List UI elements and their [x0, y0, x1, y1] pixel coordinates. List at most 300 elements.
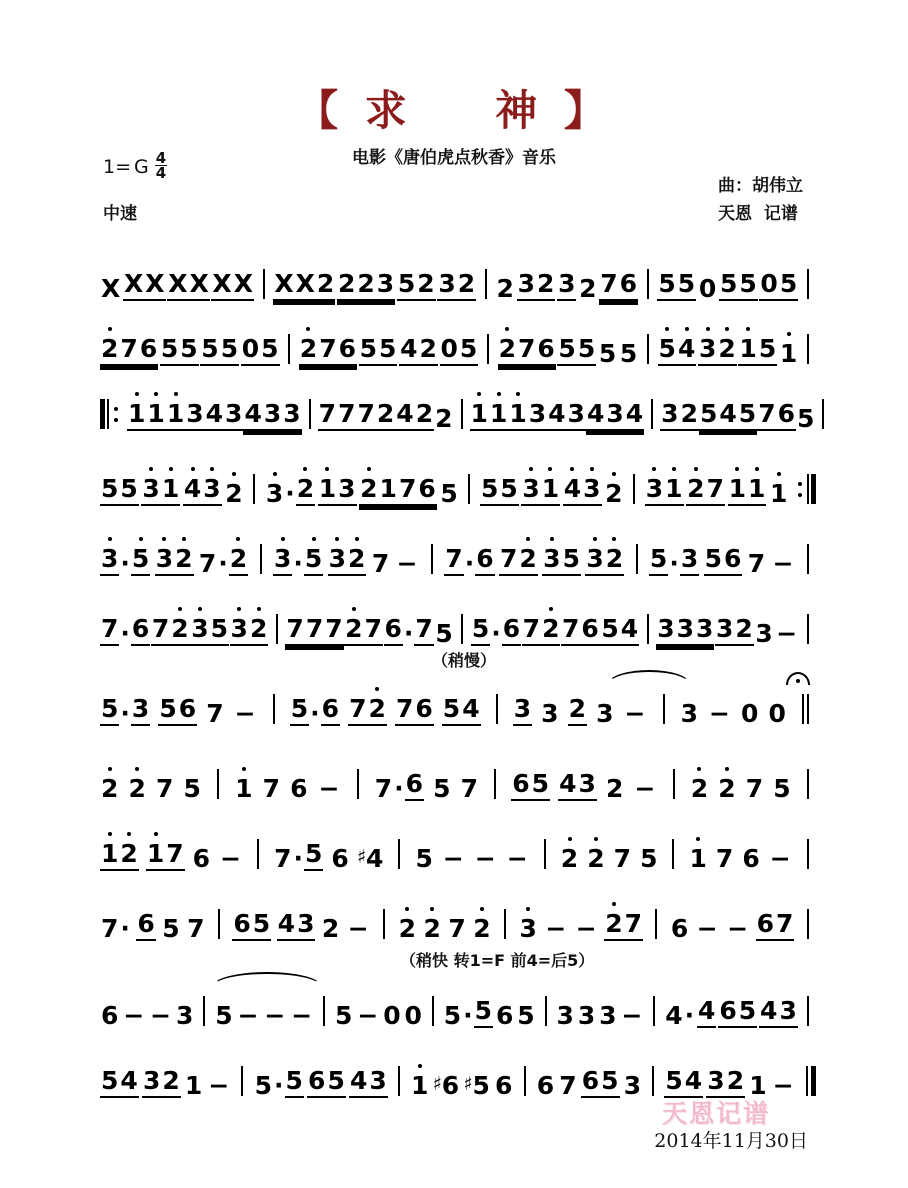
measure: 5 2 — [397, 271, 436, 301]
measure: 3 1 — [141, 476, 180, 506]
measure: 7 — [206, 699, 224, 728]
measure: 1 — [689, 844, 707, 873]
measure: 7 · — [101, 914, 130, 943]
measure: 6 — [192, 844, 211, 873]
barline — [288, 334, 290, 364]
measure: 4 3 4 — [586, 401, 644, 431]
sharp-icon: ♯ — [356, 846, 367, 868]
music-line-8 — [100, 755, 816, 801]
measure: 3 5 — [542, 546, 581, 576]
barline — [263, 269, 265, 299]
measure: 1 — [184, 1071, 203, 1100]
barline — [273, 694, 275, 724]
measure: 1 — [235, 774, 253, 803]
key-value: G — [134, 155, 149, 178]
measure: ♯ 5 — [463, 1071, 490, 1100]
sustain-dash: − — [442, 844, 464, 873]
barline — [673, 769, 675, 799]
measure: 5 6 — [704, 546, 743, 576]
measure: 0 — [698, 274, 717, 303]
measure: 2 — [435, 404, 453, 433]
sustain-dash: − — [347, 914, 369, 943]
barline — [545, 996, 547, 1026]
measure: 3 1 — [521, 476, 560, 506]
measure: 1 — [749, 1071, 767, 1100]
barline — [633, 474, 635, 504]
measure: 5 · 5 — [443, 996, 493, 1030]
measure: 3 — [623, 1071, 642, 1100]
measure: 4 3 — [183, 476, 222, 506]
barline — [357, 769, 359, 799]
measure: 3 · 2 — [265, 474, 315, 508]
measure: 5 — [335, 1001, 353, 1030]
sustain-dash: − — [545, 914, 567, 943]
measure: 3 · 5 — [273, 544, 323, 578]
measure: 7 7 — [318, 401, 357, 431]
measure: 2 — [560, 844, 579, 873]
barline — [487, 334, 489, 364]
music-line-7 — [100, 680, 816, 726]
measure: 6 — [331, 844, 349, 873]
tempo-marking-faster: （稍快 转1=F 前4=后5） — [400, 951, 595, 970]
measure: 7 2 — [151, 616, 190, 646]
barline — [383, 909, 385, 939]
measure: 6 5 — [232, 911, 271, 941]
measure: 5 5 — [200, 336, 239, 366]
measure: 7 2 — [522, 616, 561, 646]
measure: 1 5 — [738, 336, 777, 366]
music-line-3 — [100, 385, 816, 431]
measure: 1 — [769, 479, 788, 508]
measure: 5 4 — [442, 696, 481, 726]
sustain-dash: − — [208, 1071, 230, 1100]
sustain-dash: − — [776, 619, 798, 648]
music-line-9 — [100, 825, 816, 871]
measure: 2 — [398, 914, 417, 943]
barline — [468, 474, 470, 504]
barline — [807, 769, 809, 799]
measure: 7 6 — [395, 696, 434, 726]
sustain-dash: − — [357, 1001, 379, 1030]
sustain-dash: − — [772, 1071, 794, 1100]
measure: 5 · 3 — [101, 694, 150, 728]
measure: 2 — [690, 774, 709, 803]
measure: 5 — [773, 774, 791, 803]
measure: 0 — [741, 699, 759, 728]
measure: 5 5 — [100, 476, 139, 506]
barline — [461, 399, 463, 429]
barline — [655, 909, 657, 939]
sustain-dash: − — [264, 1001, 286, 1030]
measure: 3 — [596, 699, 614, 728]
barline — [218, 909, 220, 939]
tempo-marking: 中速 — [103, 204, 137, 224]
sustain-dash: − — [727, 914, 749, 943]
barline — [504, 909, 506, 939]
measure: 5 — [183, 774, 201, 803]
measure: 4 2 — [399, 336, 438, 366]
composer-credit: 曲：胡伟立 — [718, 176, 803, 196]
measure: 1 — [411, 1071, 429, 1100]
measure: 6 5 — [307, 1068, 346, 1098]
measure: 4 3 — [759, 998, 798, 1028]
measure: 6 — [742, 844, 760, 873]
measure: 7 — [460, 774, 479, 803]
barline — [807, 334, 809, 364]
measure: 1 1 — [470, 401, 509, 431]
barline — [257, 839, 259, 869]
measure: 3 2 — [585, 546, 624, 576]
sustain-dash: − — [772, 549, 794, 578]
watermark: 天恩记谱 — [661, 1099, 770, 1128]
measure: 7 — [715, 844, 734, 873]
measure: 2 — [423, 914, 441, 943]
sustain-dash: − — [474, 844, 496, 873]
measure: 0 — [383, 1001, 401, 1030]
measure: 5 · 6 — [290, 694, 340, 728]
measure: 5 — [598, 339, 617, 368]
barline — [323, 996, 325, 1026]
measure: 2 — [605, 479, 623, 508]
measure: 2 7 — [344, 616, 383, 646]
measure: 2 — [718, 774, 736, 803]
measure: 2 — [496, 274, 514, 303]
key-signature — [103, 149, 167, 183]
measure: 4 3 — [563, 476, 602, 506]
measure: 2 2 3 — [337, 271, 395, 301]
measure: 7 2 — [356, 401, 395, 431]
measure: 5 5 — [160, 336, 199, 366]
barline — [496, 694, 498, 724]
measure: 5 — [162, 914, 180, 943]
measure: X X — [123, 271, 166, 301]
measure: 6 — [290, 774, 308, 803]
measure: 4 3 — [277, 911, 316, 941]
measure: 6 5 — [511, 771, 550, 801]
transcriber-credit: 天恩 记谱 — [718, 204, 798, 225]
measure: 7 6 — [561, 616, 600, 646]
measure: 7 · 5 — [274, 839, 323, 873]
measure: 7 — [262, 774, 280, 803]
barline — [822, 399, 824, 429]
measure: 3 — [541, 699, 559, 728]
slur-icon — [608, 670, 690, 684]
measure: 5 — [415, 844, 433, 873]
sustain-dash: − — [291, 1001, 313, 1030]
repeat-end-icon — [795, 472, 816, 504]
barline — [398, 839, 400, 869]
measure: 5 6 — [158, 696, 197, 726]
sustain-dash: − — [234, 699, 256, 728]
measure: 2 — [128, 774, 146, 803]
sustain-dash: − — [220, 844, 242, 873]
measure: 1 3 — [508, 401, 547, 431]
music-line-10 — [100, 895, 816, 941]
measure: X X 2 — [273, 271, 335, 301]
measure: 2 7 6 — [299, 336, 357, 366]
measure: 3 5 — [190, 616, 229, 646]
barline — [647, 334, 649, 364]
barline — [432, 996, 434, 1026]
measure: 5 — [433, 774, 451, 803]
measure: 6 — [495, 1001, 514, 1030]
measure: 3 — [557, 271, 576, 301]
measure: 2 — [101, 774, 119, 803]
barline — [276, 614, 278, 644]
measure: 2 7 6 — [498, 336, 556, 366]
fermata-icon — [786, 672, 810, 685]
measure: 1 — [779, 339, 798, 368]
measure: 5 — [640, 844, 658, 873]
measure: 3 1 — [645, 476, 684, 506]
barline — [647, 269, 649, 299]
barline — [309, 399, 311, 429]
sustain-dash: − — [634, 774, 656, 803]
measure: 2 — [579, 274, 597, 303]
measure: 4 3 — [547, 401, 586, 431]
sustain-dash: − — [150, 1001, 172, 1030]
measure: 7 — [187, 914, 205, 943]
repeat-start-icon — [100, 397, 121, 429]
measure: 5 5 — [719, 271, 758, 301]
measure: 5 — [797, 404, 815, 433]
measure: 5 — [619, 339, 638, 368]
barline — [260, 544, 262, 574]
barline — [485, 269, 487, 299]
measure: 1 1 — [127, 401, 166, 431]
measure: 3 2 — [230, 616, 269, 646]
measure: X X — [167, 271, 210, 301]
sustain-dash: − — [621, 1001, 643, 1030]
measure: 4 — [697, 998, 716, 1028]
barline — [241, 1066, 243, 1096]
measure: 6 — [136, 911, 155, 941]
measure: 3 — [176, 1001, 194, 1030]
barline — [647, 614, 649, 644]
measure: 3 · 5 — [101, 544, 150, 578]
measure: 7 — [559, 1071, 577, 1100]
measure: 1 3 — [166, 401, 205, 431]
measure: 1 2 — [100, 841, 139, 871]
measure: 3 2 — [715, 616, 754, 646]
measure: 5 5 — [480, 476, 519, 506]
measure: 3 2 — [328, 546, 367, 576]
measure: 5 4 5 — [699, 401, 757, 431]
measure: 3 2 — [698, 336, 737, 366]
measure: 0 — [768, 699, 786, 728]
measure: 4 3 — [558, 771, 597, 801]
sharp-icon: ♯ — [463, 1073, 473, 1095]
sustain-dash: − — [696, 914, 718, 943]
measure: 1 7 — [146, 841, 185, 871]
measure: 3 — [556, 1001, 574, 1030]
barline — [807, 269, 809, 299]
barline — [636, 544, 638, 574]
measure: 2 1 7 6 — [359, 476, 437, 506]
subtitle: 电影《唐伯虎点秋香》音乐 — [352, 148, 556, 168]
measure: 7 · 6 — [101, 614, 150, 648]
measure: 5 4 — [600, 616, 639, 646]
barline — [461, 614, 463, 644]
measure: 2 — [225, 479, 243, 508]
barline — [807, 544, 809, 574]
barline — [663, 694, 665, 724]
sustain-dash: − — [624, 699, 646, 728]
measure: 3 3 3 — [656, 616, 714, 646]
barline — [807, 839, 809, 869]
page-title: 【 求 神 】 — [296, 86, 612, 135]
measure: 6 — [101, 1001, 119, 1030]
measure: 1 3 — [318, 476, 357, 506]
barline — [807, 614, 809, 644]
music-line-12 — [100, 1052, 816, 1098]
sustain-dash: − — [318, 774, 340, 803]
measure: 7 · 6 — [445, 544, 494, 578]
measure: 6 — [536, 1071, 555, 1100]
measure: 3 — [513, 696, 532, 726]
tempo-marking-slower: （稍慢） — [432, 651, 497, 670]
measure: 5 4 — [664, 1068, 703, 1098]
measure: 3 — [755, 619, 773, 648]
time-signature — [155, 151, 167, 181]
measure: 4 3 — [349, 1068, 388, 1098]
measure: 7 7 7 — [285, 616, 343, 646]
measure: 5 — [440, 479, 458, 508]
measure: 3 2 — [517, 271, 556, 301]
measure: 5 — [215, 1001, 233, 1030]
measure: 3 — [680, 699, 698, 728]
measure: 0 5 — [241, 336, 280, 366]
measure: 7 — [745, 774, 764, 803]
music-line-5 — [100, 530, 816, 576]
measure: 7 — [156, 774, 174, 803]
barline — [807, 909, 809, 939]
measure: 3 2 — [706, 1068, 745, 1098]
barline — [253, 474, 255, 504]
measure: 7 2 — [499, 546, 538, 576]
measure: 5 4 — [100, 1068, 139, 1098]
measure: 2 — [321, 914, 340, 943]
music-line-1 — [100, 255, 816, 301]
measure: 3 2 — [155, 546, 194, 576]
measure: 6 5 — [718, 998, 757, 1028]
double-barline — [802, 694, 809, 724]
measure: 3 — [519, 914, 537, 943]
measure: 5 · 6 — [471, 614, 521, 648]
measure: 5 · 3 — [649, 544, 699, 578]
key-label: 1= — [103, 155, 132, 178]
measure: 1 1 — [728, 476, 767, 506]
measure: 7 — [371, 549, 390, 578]
slur-icon — [213, 972, 321, 986]
sharp-icon: ♯ — [432, 1073, 442, 1095]
measure: 5 5 — [657, 271, 696, 301]
sustain-dash: − — [769, 844, 791, 873]
music-line-2 — [100, 320, 816, 366]
measure: 3 2 — [437, 271, 476, 301]
measure: 3 — [599, 1001, 617, 1030]
measure: ♯ 6 — [432, 1071, 460, 1100]
measure: 7 2 — [348, 696, 387, 726]
sustain-dash: − — [575, 914, 597, 943]
measure: 5 4 — [658, 336, 697, 366]
barline — [524, 1066, 526, 1096]
barline — [431, 544, 433, 574]
measure: X — [101, 274, 121, 303]
measure: 2 — [473, 914, 491, 943]
measure: 2 — [587, 844, 605, 873]
sustain-dash: − — [709, 699, 730, 728]
measure: 3 — [577, 1001, 596, 1030]
barline — [653, 996, 655, 1026]
measure: 5 — [435, 619, 453, 648]
measure: ♯ 4 — [356, 844, 384, 873]
measure: 7 — [613, 844, 632, 873]
measure: X X — [211, 271, 254, 301]
measure: 5 5 — [359, 336, 398, 366]
measure: 4 2 — [395, 401, 434, 431]
final-barline — [806, 1066, 816, 1096]
measure: 6 5 — [581, 1068, 620, 1098]
measure: 2 7 — [686, 476, 725, 506]
sustain-dash: − — [396, 549, 418, 578]
measure: 6 7 — [756, 911, 795, 941]
barline — [652, 1066, 654, 1096]
measure: 5 5 — [557, 336, 596, 366]
music-line-4 — [100, 460, 816, 506]
barline — [494, 769, 496, 799]
sustain-dash: − — [237, 1001, 259, 1030]
measure: 4 3 — [205, 401, 244, 431]
measure: 0 5 — [759, 271, 798, 301]
measure: 7 6 — [757, 401, 796, 431]
measure: 7 — [448, 914, 466, 943]
measure: 0 — [404, 1001, 422, 1030]
measure: 7 6 — [599, 271, 638, 301]
barline — [398, 1066, 400, 1096]
measure: 2 — [568, 696, 587, 726]
credits — [718, 172, 803, 228]
transcription-date: 2014年11月30日 — [654, 1130, 808, 1152]
sustain-dash: − — [506, 844, 528, 873]
barline — [203, 996, 205, 1026]
measure: 0 5 — [440, 336, 479, 366]
measure: 7 — [747, 549, 766, 578]
measure: 7 · 6 — [374, 769, 424, 803]
measure: 5 — [517, 1001, 535, 1030]
barline — [544, 839, 546, 869]
barline — [217, 769, 219, 799]
sustain-dash: − — [123, 1001, 145, 1030]
measure: 4 3 3 — [243, 401, 301, 431]
music-line-11 — [100, 982, 816, 1028]
measure: 2 — [606, 774, 624, 803]
measure: 6 — [670, 914, 689, 943]
measure: 5 · 5 — [254, 1066, 303, 1100]
measure: 2 7 6 — [100, 336, 158, 366]
barline — [651, 399, 653, 429]
time-signature-denominator: 4 — [155, 164, 167, 183]
barline — [807, 996, 809, 1026]
measure: 2 7 — [604, 911, 643, 941]
measure: 3 2 — [142, 1068, 181, 1098]
time-signature-numerator: 4 — [155, 149, 167, 167]
measure: 7 · 2 — [198, 544, 248, 578]
measure: 3 2 — [660, 401, 699, 431]
music-line-6 — [100, 600, 816, 646]
barline — [672, 839, 674, 869]
measure: 6 — [495, 1071, 513, 1100]
